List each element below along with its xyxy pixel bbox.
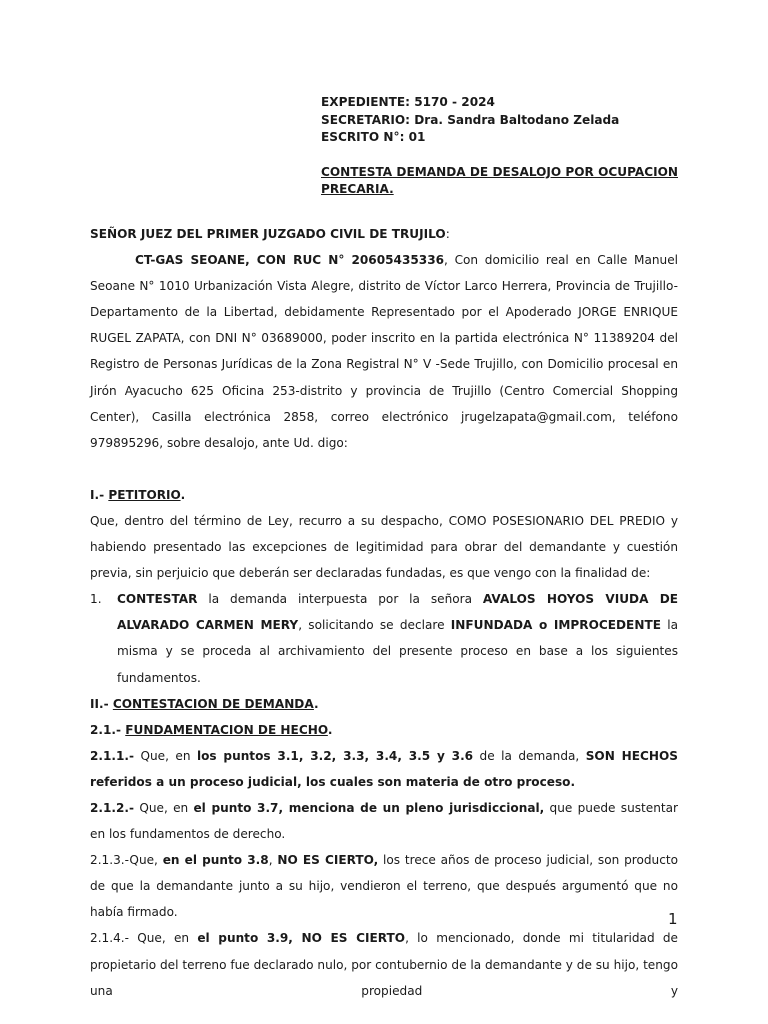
list-item <box>90 586 678 690</box>
paragraph-2-1-2 <box>90 795 678 847</box>
section1-suffix: . <box>180 487 186 502</box>
p213-text-2: los trece años de proceso judicial, son producto de que la demandante junto a su hijo, vendieron el terreno, que después argumentó que no había firmado. <box>90 853 678 920</box>
p214-text-1: , lo mencionado, donde mi titularidad de propietario del terreno fue declarado nulo, por contubernio de la demandante y de su hijo, tengo una propiedad y <box>90 931 678 998</box>
subsection-suffix: . <box>327 722 333 737</box>
section2-suffix: . <box>313 696 319 711</box>
p213-bold-2: NO ES CIERTO, <box>277 853 379 868</box>
p212-label: 2.1.2.- <box>90 800 135 815</box>
p213-label: 2.1.3.-Que, <box>90 853 163 868</box>
section1-title: PETITORIO <box>108 487 181 502</box>
p211-bold-1: los puntos 3.1, 3.2, 3.3, 3.4, 3.5 y 3.6 <box>196 748 474 763</box>
item-bold-1: CONTESTAR <box>117 592 198 607</box>
paragraph-2-1-4 <box>90 925 678 1003</box>
item-text-1: la demanda interpuesta por la señora <box>197 592 483 607</box>
subsection-heading <box>90 717 678 743</box>
spacer <box>90 456 678 482</box>
subject-line-2: PRECARIA. <box>321 182 394 196</box>
item-text-3: la misma y se proceda al archivamiento del presente proceso en base a los siguientes fundamentos. <box>117 618 678 685</box>
subject-line-1: CONTESTA DEMANDA DE DESALOJO POR OCUPACION <box>321 164 678 179</box>
paragraph-2-1-3 <box>90 847 678 925</box>
p211-text-2: de la demanda, <box>473 748 586 763</box>
p211-bold-2: SON HECHOS referidos a un proceso judicial, los cuales son materia de otro proceso. <box>90 748 678 789</box>
addressee-text: SEÑOR JUEZ DEL PRIMER JUZGADO CIVIL DE TRUJILO <box>90 227 446 241</box>
p214-label: 2.1.4.- Que, en <box>90 931 198 946</box>
expediente-line: EXPEDIENTE: 5170 - 2024 <box>321 95 495 109</box>
subsection-prefix: 2.1.- <box>90 722 126 737</box>
p211-label: 2.1.1.- <box>90 748 135 763</box>
p212-text-1: Que, en <box>134 800 194 815</box>
item-bold-2: AVALOS HOYOS VIUDA DE ALVARADO CARMEN MERY <box>117 592 678 633</box>
p212-text-2: que puede sustentar en los fundamentos de derecho. <box>90 800 679 842</box>
list-item-number: 1. <box>90 592 102 607</box>
intro-party: CT-GAS SEOANE, CON RUC N° 20605435336 <box>135 253 445 268</box>
p213-text-1: , <box>268 853 278 868</box>
paragraph-2-1-1 <box>90 743 678 795</box>
p212-bold-1: el punto 3.7, menciona de un pleno jurisdiccional, <box>193 800 545 815</box>
p213-bold-1: en el punto 3.8 <box>162 853 269 868</box>
p211-text-1: Que, en <box>134 748 197 763</box>
document-body <box>90 221 678 1004</box>
subsection-title: FUNDAMENTACION DE HECHO <box>125 722 328 737</box>
intro-paragraph <box>90 247 678 456</box>
section1-prefix: I.- <box>90 487 109 502</box>
section2-prefix: II.- <box>90 696 113 711</box>
item-bold-3: INFUNDADA o IMPROCEDENTE <box>450 618 661 633</box>
p214-bold-1: el punto 3.9, NO ES CIERTO <box>197 931 406 946</box>
secretario-line: SECRETARIO: Dra. Sandra Baltodano Zelada <box>321 112 620 127</box>
page-number: 1 <box>668 910 678 928</box>
section1-heading <box>90 482 678 508</box>
case-header <box>321 94 678 199</box>
section2-title: CONTESTACION DE DEMANDA <box>112 696 314 711</box>
escrito-line: ESCRITO N°: 01 <box>321 130 426 144</box>
intro-text: , Con domicilio real en Calle Manuel Seoane N° 1010 Urbanización Vista Alegre, distrito de Víctor Larco Herrera, Provincia de Trujillo-Departamento de la Libertad, debidamente Representado por el Apoderado JORGE ENRIQUE RUGEL ZAPATA, con DNI N° 03689000, poder inscrito en la partida electrónica N° 11389204 del Registro de Personas Jurídicas de la Zona Registral N° V -Sede Trujillo, con Domicilio procesal en Jirón Ayacucho 625 Oficina 253-distrito y provincia de Trujillo (Centro Comercial Shopping Center), Casilla electrónica 2858, correo electrónico jrugelzapata@gmail.com, teléfono 979895296, sobre desalojo, ante Ud. digo: <box>90 253 678 450</box>
section1-paragraph: Que, dentro del término de Ley, recurro a su despacho, COMO POSESIONARIO DEL PREDIO y habiendo presentado las excepciones de legitimidad para obrar del demandante y cuestión previa, sin perjuicio que deberán ser declaradas fundadas, es que vengo con la finalidad de: <box>90 513 678 581</box>
section2-heading <box>90 691 678 717</box>
addressee-colon: : <box>445 227 450 241</box>
item-text-2: , solicitando se declare <box>298 618 451 633</box>
addressee <box>90 221 678 247</box>
